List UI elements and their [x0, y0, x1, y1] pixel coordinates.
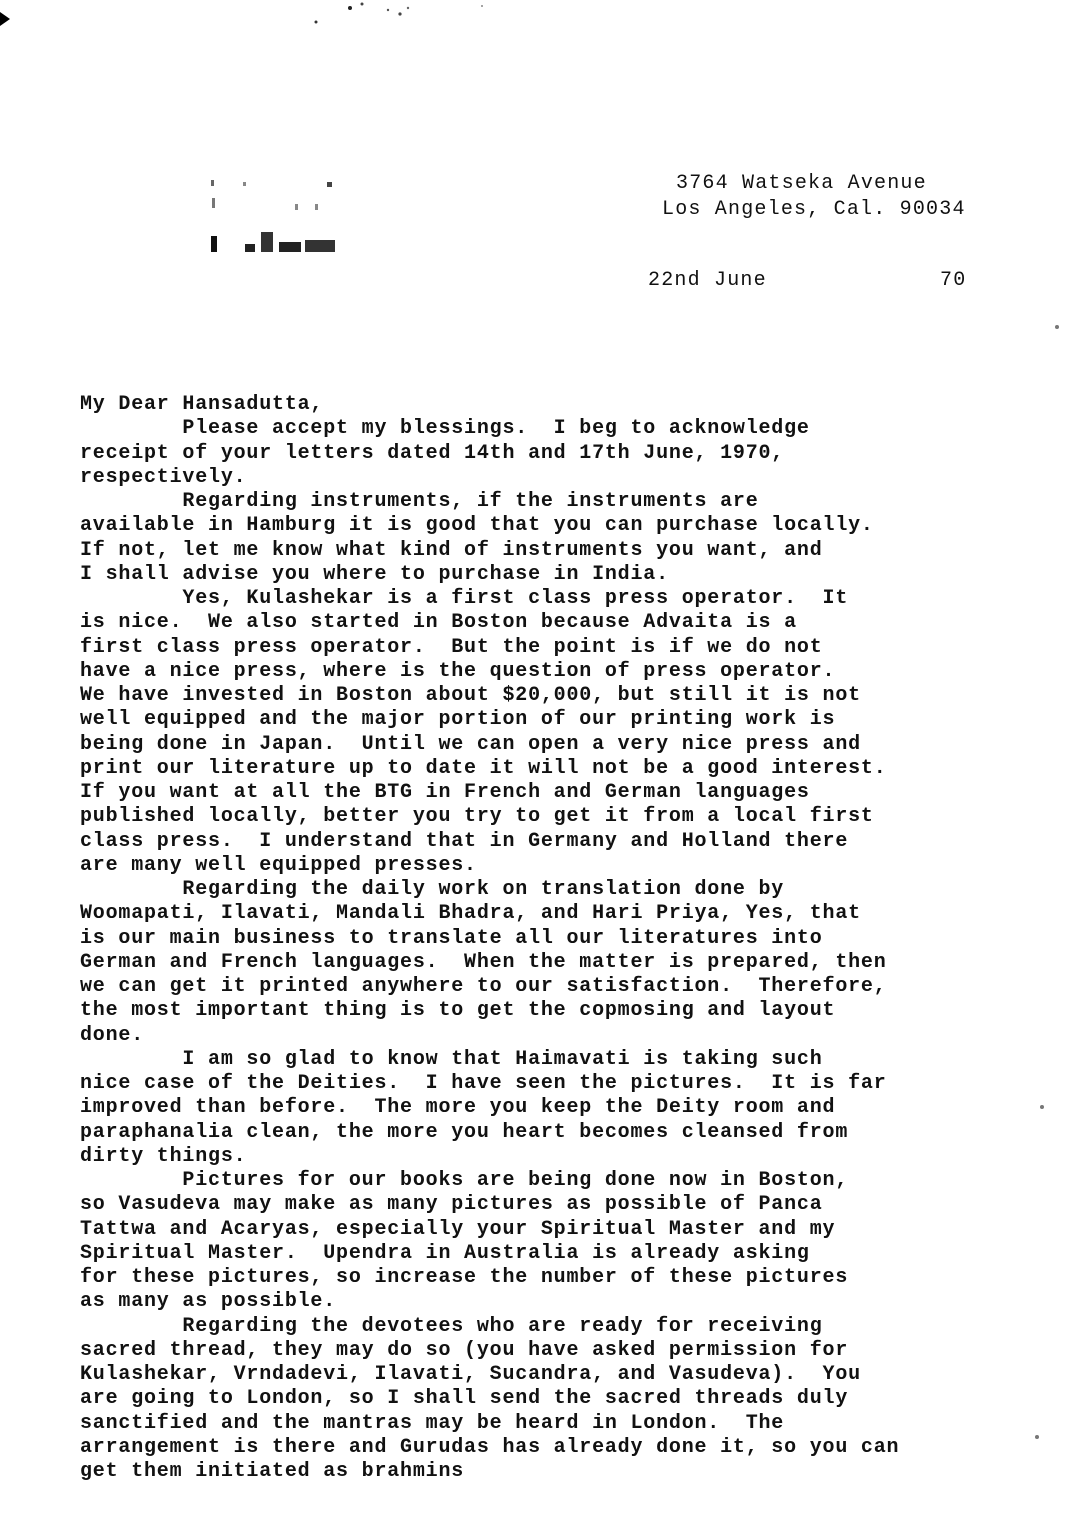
letter-line: get them initiated as brahmins	[80, 1460, 465, 1483]
letter-line: Woomapati, Ilavati, Mandali Bhadra, and Hari Priya, Yes, that	[80, 902, 861, 926]
letter-line: have a nice press, where is the question of press operator.	[80, 659, 836, 683]
letter-line: being done in Japan. Until we can open a very nice press and	[80, 732, 861, 756]
letter-line: nice case of the Deities. I have seen the pictures. It is far	[80, 1072, 887, 1095]
letter-line: Regarding instruments, if the instruments are	[80, 490, 759, 513]
sender-address-line-1: 3764 Watseka Avenue	[676, 172, 927, 195]
letter-line: available in Hamburg it is good that you can purchase locally.	[80, 514, 874, 538]
letter-line: Kulashekar, Vrndadevi, Ilavati, Sucandra, and Vasudeva). You	[80, 1363, 861, 1386]
letter-line: done.	[80, 1023, 145, 1047]
letter-line: published locally, better you try to get it from a local first	[80, 805, 874, 829]
letter-line: paraphanalia clean, the more you heart becomes cleansed from	[80, 1120, 849, 1144]
letter-line: as many as possible.	[80, 1290, 337, 1314]
faded-letterhead-mark	[205, 178, 345, 258]
letter-line: Spiritual Master. Upendra in Australia is already asking	[80, 1241, 810, 1265]
letter-line: first class press operator. But the point is if we do not	[80, 635, 823, 659]
letter-line: arrangement is there and Gurudas has already done it, so you can	[80, 1435, 900, 1459]
letter-line: is our main business to translate all our literatures into	[80, 926, 823, 950]
letter-line: are many well equipped presses.	[80, 853, 477, 877]
letter-line: improved than before. The more you keep the Deity room and	[80, 1096, 836, 1120]
edge-arrow-marker	[0, 12, 10, 26]
letter-line: Regarding the devotees who are ready for receiving	[80, 1314, 823, 1338]
letter-date: 22nd June	[648, 269, 767, 292]
letter-line: respectively.	[80, 465, 247, 489]
letter-body	[80, 393, 1040, 1484]
scan-dot	[1055, 325, 1059, 329]
letter-line: class press. I understand that in Germany and Holland there	[80, 829, 849, 853]
letter-line: Regarding the daily work on translation done by	[80, 878, 785, 901]
letter-line: We have invested in Boston about $20,000, but still it is not	[80, 684, 861, 707]
scan-specks	[312, 0, 492, 30]
letter-line: sacred thread, they may do so (you have asked permission for	[80, 1338, 849, 1362]
letter-line: we can get it printed anywhere to our satisfaction. Therefore,	[80, 975, 887, 998]
letter-year: 70	[940, 269, 967, 292]
letter-line: so Vasudeva may make as many pictures as possible of Panca	[80, 1193, 823, 1217]
salutation: My Dear Hansadutta,	[80, 393, 324, 416]
letter-line: well equipped and the major portion of our printing work is	[80, 708, 836, 732]
letter-line: receipt of your letters dated 14th and 17th June, 1970,	[80, 441, 785, 465]
letter-line: are going to London, so I shall send the sacred threads duly	[80, 1387, 849, 1411]
letter-line: If not, let me know what kind of instruments you want, and	[80, 538, 823, 562]
letter-line: I shall advise you where to purchase in India.	[80, 562, 669, 586]
letter-line: Yes, Kulashekar is a first class press operator. It	[80, 587, 849, 610]
letter-line: German and French languages. When the matter is prepared, then	[80, 950, 887, 974]
sender-address-line-2: Los Angeles, Cal. 90034	[662, 198, 966, 221]
scan-dot	[1040, 1105, 1044, 1109]
letter-line: If you want at all the BTG in French and German languages	[80, 781, 810, 804]
letter-line: is nice. We also started in Boston because Advaita is a	[80, 611, 797, 635]
letter-line: print our literature up to date it will not be a good interest.	[80, 756, 887, 780]
letter-line: Tattwa and Acaryas, especially your Spiritual Master and my	[80, 1217, 836, 1241]
letter-line: I am so glad to know that Haimavati is taking such	[80, 1047, 823, 1071]
letter-line: dirty things.	[80, 1144, 247, 1168]
letter-line: sanctified and the mantras may be heard in London. The	[80, 1411, 785, 1435]
letter-line: Please accept my blessings. I beg to acknowledge	[80, 417, 810, 441]
letter-line: Pictures for our books are being done now in Boston,	[80, 1169, 849, 1192]
letter-line: the most important thing is to get the copmosing and layout	[80, 999, 836, 1023]
letter-line: for these pictures, so increase the number of these pictures	[80, 1266, 849, 1289]
